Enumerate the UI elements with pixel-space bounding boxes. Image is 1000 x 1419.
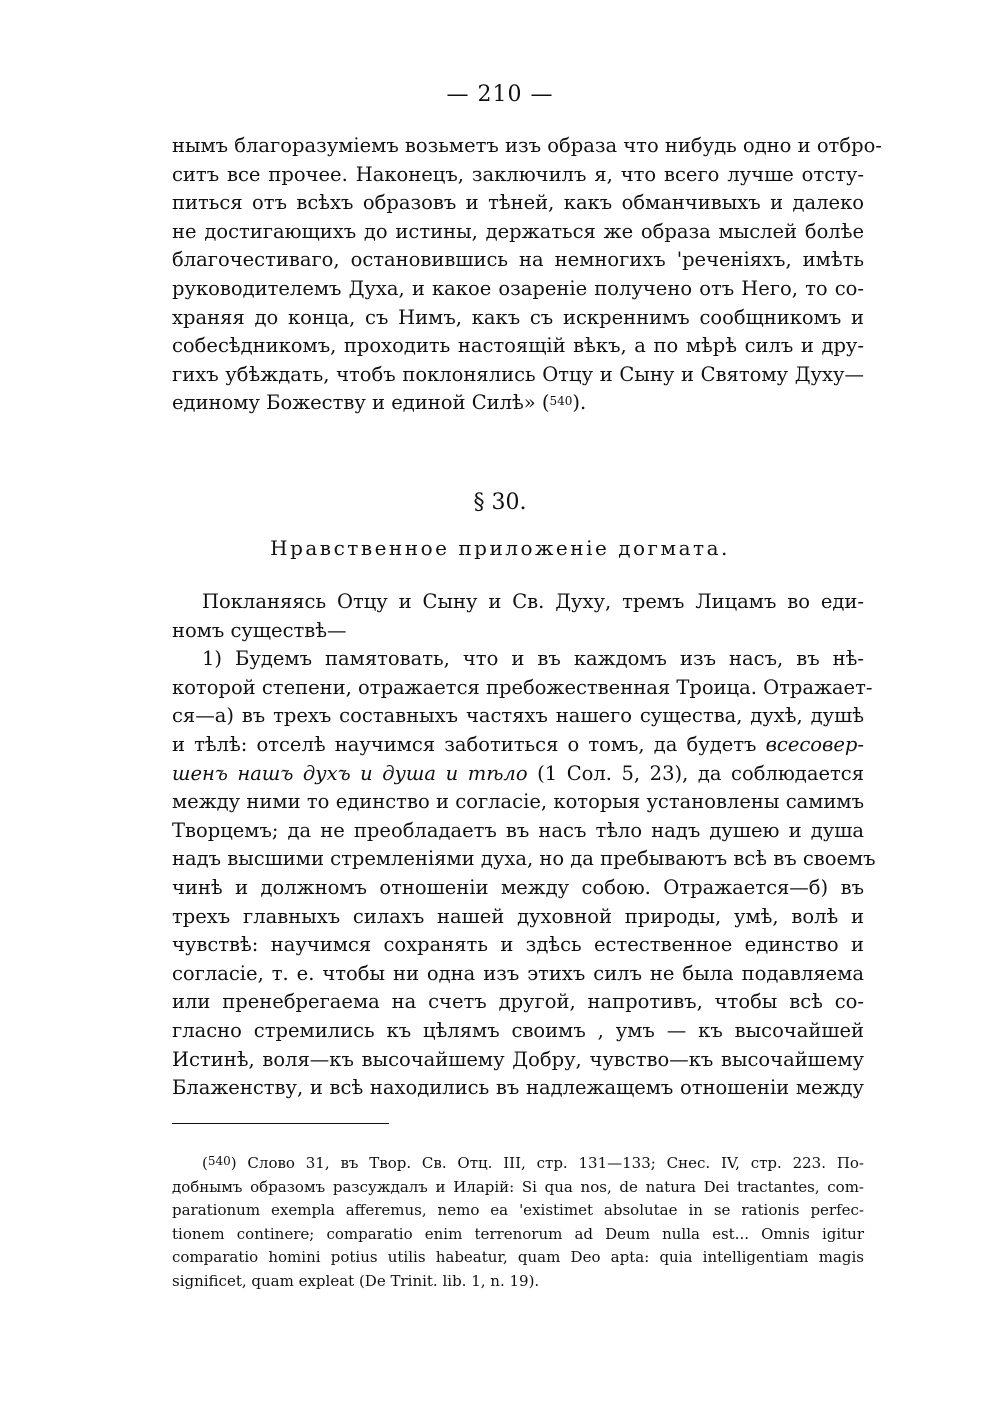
text-line: гласно стремились къ цѣлямъ своимъ , умъ — къ высочайшей — [172, 1018, 864, 1042]
intro-last-end: ). — [572, 391, 587, 415]
text-line: Покланяясь Отцу и Сыну и Св. Духу, тремъ Лицамъ во еди- — [202, 590, 864, 613]
text-line: номъ существѣ— — [172, 618, 347, 642]
text-line: чувствѣ: научимся сохранять и здѣсь естественное единство и — [172, 933, 864, 957]
text-line: Блаженству, и всѣ находились въ надлежащемъ отношеніи между — [172, 1076, 864, 1100]
scripture-quote: всесовер- — [765, 732, 864, 756]
text-line: 1) Будемъ памятовать, что и въ каждомъ изъ насъ, въ нѣ- — [202, 647, 864, 671]
text-line — [172, 389, 864, 418]
page-number: — 210 — — [446, 82, 554, 107]
text-line: собесѣдникомъ, проходить настоящій вѣкъ, а по мѣрѣ силъ и дру- — [172, 334, 864, 358]
footnote-line: parationum exempla afferemus, nemo ea 'existimet absolutae in se rationis perfec- — [172, 1201, 864, 1219]
footnote-line — [172, 1152, 864, 1176]
intro-last-text: единому Божеству и единой Силѣ» ( — [172, 391, 550, 415]
text-line: ситъ все прочее. Наконецъ, заключилъ я, что всего лучше отсту- — [172, 162, 864, 186]
footnote — [172, 1152, 864, 1293]
section-number: § 30. — [473, 490, 527, 515]
footnote-paren: ( — [202, 1154, 208, 1172]
footnote-number: 540 — [207, 1154, 231, 1168]
body-text — [172, 588, 876, 1103]
text-line: гихъ убѣждать, чтобъ поклонялись Отцу и Сыну и Святому Духу— — [172, 362, 864, 386]
text-line: Истинѣ, воля—къ высочайшему Добру, чувство—къ высочайшему — [172, 1047, 864, 1071]
text-line: которой степени, отражается пребожественная Троица. Отражает- — [172, 675, 873, 699]
text-line: ся—а) въ трехъ составныхъ частяхъ нашего существа, духѣ, душѣ — [172, 704, 864, 728]
text-line: трехъ главныхъ силахъ нашей духовной природы, умѣ, волѣ и — [172, 904, 864, 928]
text-line: чинѣ и должномъ отношеніи между собою. Отражается—б) въ — [172, 875, 864, 899]
footnote-separator — [172, 1123, 389, 1124]
section-title: Нравственное приложеніе догмата. — [270, 536, 730, 560]
text-line: или пренебрегаема на счетъ другой, напротивъ, чтобы всѣ со- — [172, 990, 864, 1014]
footnote-ref[interactable]: 540 — [549, 394, 573, 409]
footnote-line: добнымъ образомъ разсуждалъ и Иларій: Si qua nos, de natura Dei tractantes, com- — [172, 1177, 864, 1196]
text-segment: (1 Сол. 5, 23), да соблюдается — [527, 761, 864, 785]
text-line: храняя до конца, съ Нимъ, какъ съ искреннимъ сообщникомъ и — [172, 305, 864, 329]
footnote-line: tionem continere; comparatio enim terrenorum ad Deum nulla est... Omnis igitur — [172, 1224, 864, 1243]
footnote-text: ) Слово 31, въ Твор. Св. Отц. III, стр. 131—133; Снес. IV, стр. 223. По- — [230, 1154, 864, 1172]
text-line: согласіе, т. е. чтобы ни одна изъ этихъ силъ не была подавляема — [172, 961, 864, 985]
text-line: надъ высшими стремленіями духа, но да пребываютъ всѣ въ своемъ — [172, 847, 876, 871]
text-line: не достигающихъ до истины, держаться же образа мыслей болѣе — [172, 219, 864, 243]
scripture-quote: шенъ нашъ духъ и душа и тѣло — [172, 761, 528, 785]
footnote-line: comparatio homini potius utilis habeatur, quam Deo apta: quia intelligentiam magis — [172, 1248, 864, 1266]
text-line: питься отъ всѣхъ образовъ и тѣней, какъ обманчивыхъ и далеко — [172, 191, 864, 215]
intro-paragraph — [172, 132, 882, 418]
text-line: благочестиваго, остановившись на немногихъ 'реченіяхъ, имѣть — [172, 248, 864, 272]
text-line: Творцемъ; да не преобладаетъ въ насъ тѣло надъ душею и душа — [172, 818, 864, 842]
text-segment: и тѣлѣ: отселѣ научимся заботиться о томъ, да будетъ — [172, 732, 766, 756]
text-line: между ними то единство и согласіе, которыя установлены самимъ — [172, 790, 864, 814]
text-line: нымъ благоразуміемъ возьметъ изъ образа что нибудь одно и отбро- — [172, 134, 882, 157]
text-line — [172, 760, 864, 789]
text-line — [172, 731, 864, 760]
text-line: руководителемъ Духа, и какое озареніе получено отъ Него, то со- — [172, 276, 864, 300]
footnote-line: significet, quam expleat (De Trinit. lib. 1, n. 19). — [172, 1271, 540, 1290]
